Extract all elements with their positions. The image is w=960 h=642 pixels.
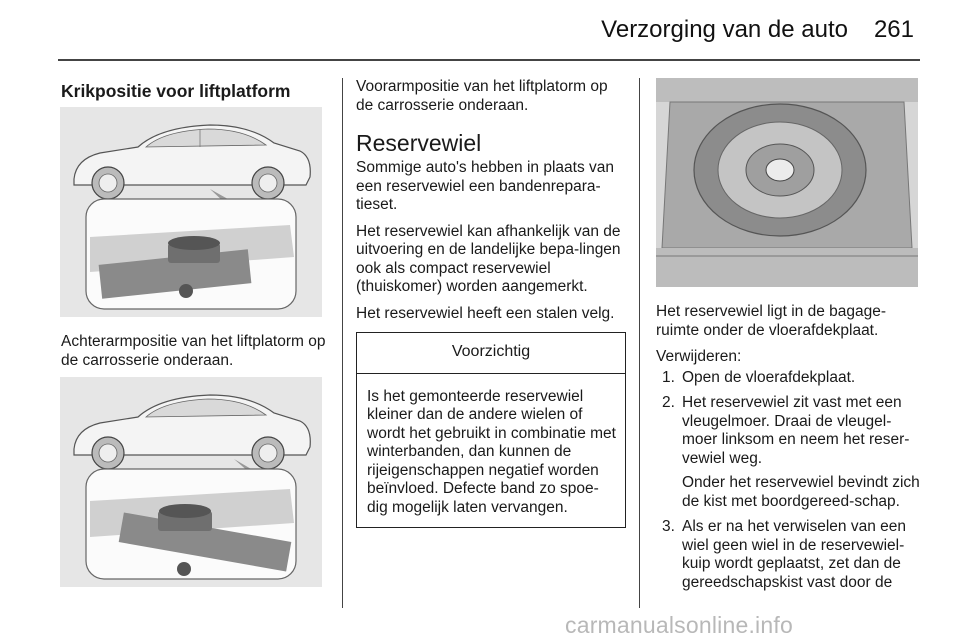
step-number: 3. <box>662 518 675 535</box>
left-column <box>61 78 329 102</box>
front-lift-caption: Voorarmpositie van het liftplatorm op de carrosserie onderaan. <box>356 78 608 114</box>
step-text: Open de vloerafdekplaat. <box>682 368 856 386</box>
rear-lift-arm-figure <box>60 377 322 587</box>
removal-steps <box>656 369 922 593</box>
middle-column <box>356 78 626 528</box>
column-divider-right <box>639 78 640 608</box>
right-column <box>656 303 922 599</box>
step-number: 2. <box>662 394 675 411</box>
spare-wheel-figure <box>656 78 918 287</box>
step-text: Het reservewiel zit vast met een vleugelmoer. Draai de vleugel-moer linksom en neem het reser-vewiel weg. <box>682 394 910 467</box>
step-number: 1. <box>662 368 675 386</box>
spare-wheel-location: Het reservewiel ligt in de bagage-ruimte onder de vloerafdekplaat. <box>656 303 887 339</box>
column-divider-left <box>342 78 343 608</box>
rear-lift-caption: Achterarmpositie van het liftplatorm op de carrosserie onderaan. <box>61 333 326 369</box>
front-lift-arm-figure <box>60 107 322 317</box>
rear-lift-caption-block <box>61 333 329 378</box>
step-text: Als er na het verwiselen van een wiel geen wiel in de reservewiel-kuip wordt geplaatst, zet dan de gereedschapskist vast door de <box>682 518 907 591</box>
removal-step <box>656 369 922 388</box>
step-note: Onder het reservewiel bevindt zich de kist met boordgereed-schap. <box>682 474 920 510</box>
removal-step <box>656 518 922 592</box>
spare-wheel-paragraph-2: Het reservewiel kan afhankelijk van de uitvoering en de landelijke bepa-lingen ook als compact reservewiel (thuiskomer) worden aangemerkt. <box>356 222 621 295</box>
caution-box <box>356 332 626 528</box>
page-number: 261 <box>873 16 914 43</box>
spare-wheel-paragraph-1: Sommige auto's hebben in plaats van een reservewiel een bandenrepara-tieset. <box>356 159 615 213</box>
removal-label: Verwijderen: <box>656 348 742 365</box>
rear-lift-arm-illustration <box>60 377 322 587</box>
lift-position-heading: Krikpositie voor liftplatform <box>61 81 291 101</box>
caution-text: Is het gemonteerde reservewiel kleiner dan de andere wielen of wordt het gebruikt in combinatie met winterbanden, dan kunnen de rijeigenschappen negatief worden beïnvloed. Defecte band zo spoe-dig mogelijk laten vervangen. <box>367 387 616 516</box>
spare-wheel-illustration <box>656 78 918 287</box>
caution-title: Voorzichtig <box>357 333 625 374</box>
removal-step <box>656 394 922 511</box>
watermark: carmanualsonline.info <box>565 612 793 638</box>
page-header <box>0 0 960 62</box>
spare-wheel-heading: Reservewiel <box>356 130 482 156</box>
header-title: Verzorging van de auto <box>601 16 848 43</box>
front-lift-arm-illustration <box>60 107 322 317</box>
header-rule <box>58 59 920 61</box>
spare-wheel-paragraph-3: Het reservewiel heeft een stalen velg. <box>356 304 615 322</box>
